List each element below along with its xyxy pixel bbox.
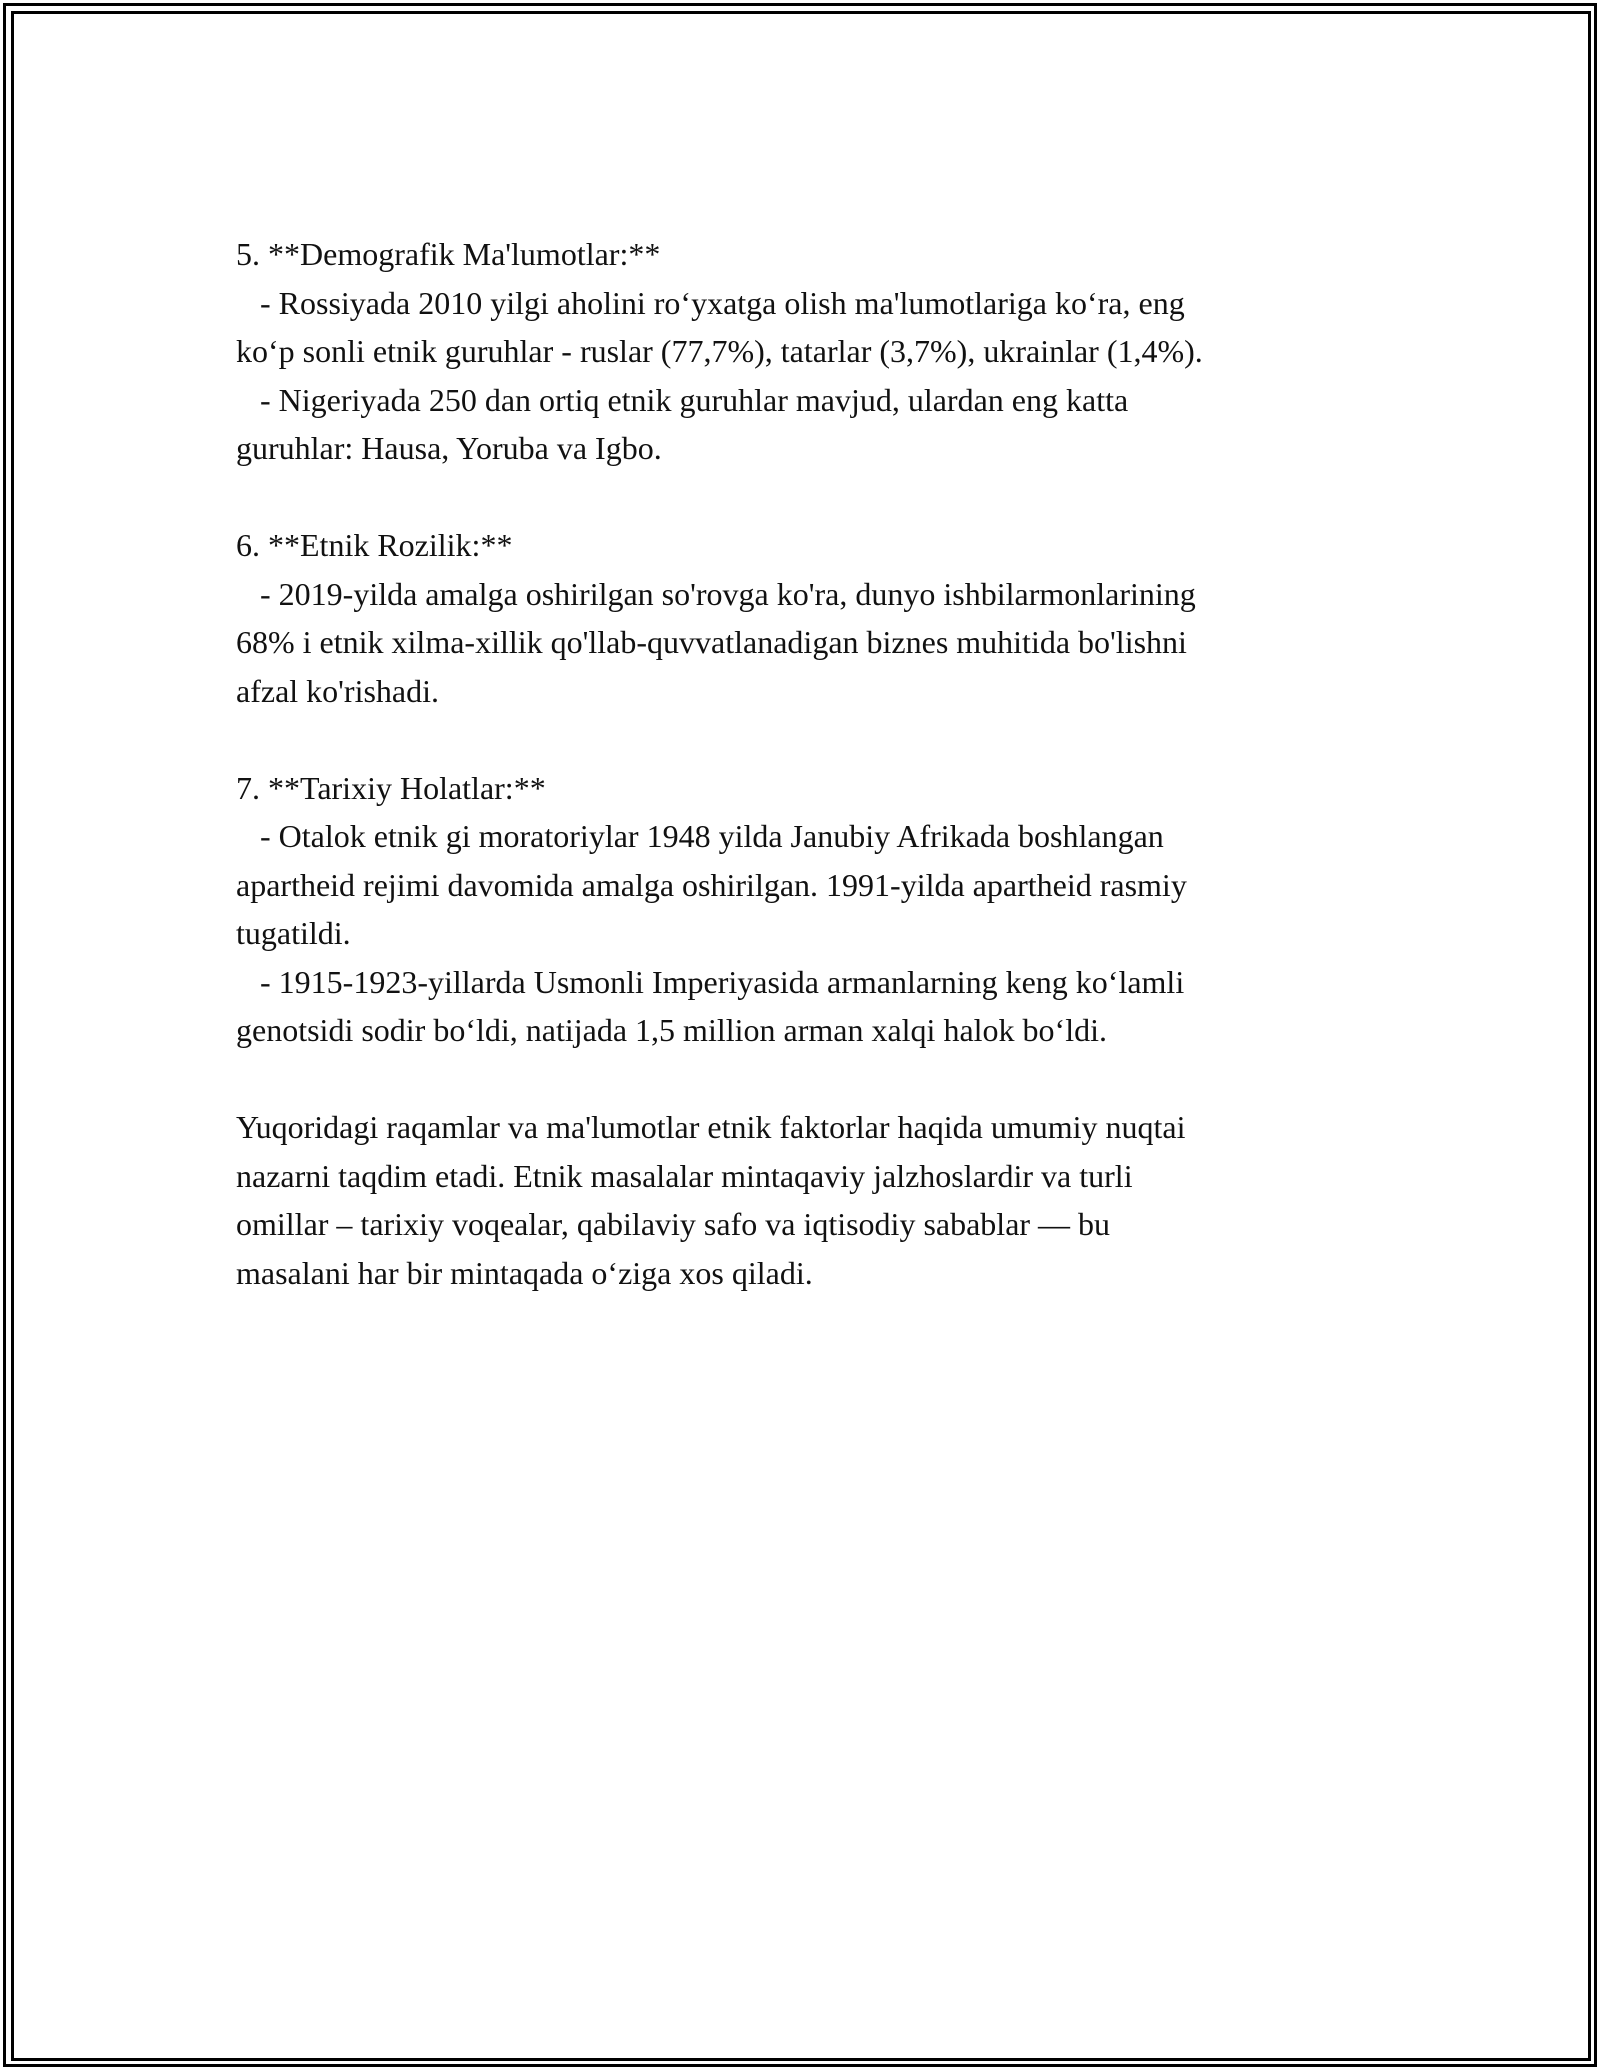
conclusion-paragraph bbox=[236, 1103, 1366, 1297]
section-demographic-data bbox=[236, 230, 1366, 473]
conclusion-line: omillar – tarixiy voqealar, qabilaviy safo va iqtisodiy sabablar — bu bbox=[236, 1206, 1111, 1242]
section-heading: 5. **Demografik Ma'lumotlar:** bbox=[236, 236, 661, 272]
conclusion-line: masalani har bir mintaqada oʻziga xos qiladi. bbox=[236, 1254, 813, 1291]
paragraph-gap bbox=[236, 473, 1366, 522]
list-item-line: - Nigeriyada 250 dan ortiq etnik guruhlar mavjud, ulardan eng katta bbox=[236, 381, 1129, 418]
conclusion-line: Yuqoridagi raqamlar va ma'lumotlar etnik faktorlar haqida umumiy nuqtai bbox=[236, 1109, 1186, 1145]
section-ethnic-consent bbox=[236, 521, 1366, 715]
list-item-line: - 2019-yilda amalga oshirilgan so'rovga ko'ra, dunyo ishbilarmonlarining bbox=[236, 575, 1196, 612]
list-item-line: - 1915-1923-yillarda Usmonli Imperiyasida armanlarning keng koʻlamli bbox=[236, 963, 1185, 1000]
list-item-line: koʻp sonli etnik guruhlar - ruslar (77,7%), tatarlar (3,7%), ukrainlar (1,4%). bbox=[236, 333, 1203, 369]
paragraph-gap bbox=[236, 715, 1366, 764]
list-item-line: tugatildi. bbox=[236, 915, 351, 951]
list-item-line: afzal ko'rishadi. bbox=[236, 672, 440, 709]
document-body bbox=[236, 230, 1366, 1297]
paragraph-gap bbox=[236, 1055, 1366, 1104]
section-heading: 6. **Etnik Rozilik:** bbox=[236, 527, 513, 563]
list-item-line: guruhlar: Hausa, Yoruba va Igbo. bbox=[236, 430, 662, 466]
section-historical-events bbox=[236, 764, 1366, 1055]
list-item-line: genotsidi sodir boʻldi, natijada 1,5 million arman xalqi halok boʻldi. bbox=[236, 1012, 1107, 1048]
section-heading: 7. **Tarixiy Holatlar:** bbox=[236, 769, 546, 806]
list-item-line: 68% i etnik xilma-xillik qo'llab-quvvatlanadigan biznes muhitida bo'lishni bbox=[236, 624, 1187, 660]
list-item-line: apartheid rejimi davomida amalga oshirilgan. 1991-yilda apartheid rasmiy bbox=[236, 866, 1187, 903]
conclusion-line: nazarni taqdim etadi. Etnik masalalar mintaqaviy jalzhoslardir va turli bbox=[236, 1157, 1133, 1194]
list-item-line: - Rossiyada 2010 yilgi aholini roʻyxatga olish ma'lumotlariga koʻra, eng bbox=[236, 284, 1185, 321]
list-item-line: - Otalok etnik gi moratoriylar 1948 yilda Janubiy Afrikada boshlangan bbox=[236, 818, 1164, 854]
